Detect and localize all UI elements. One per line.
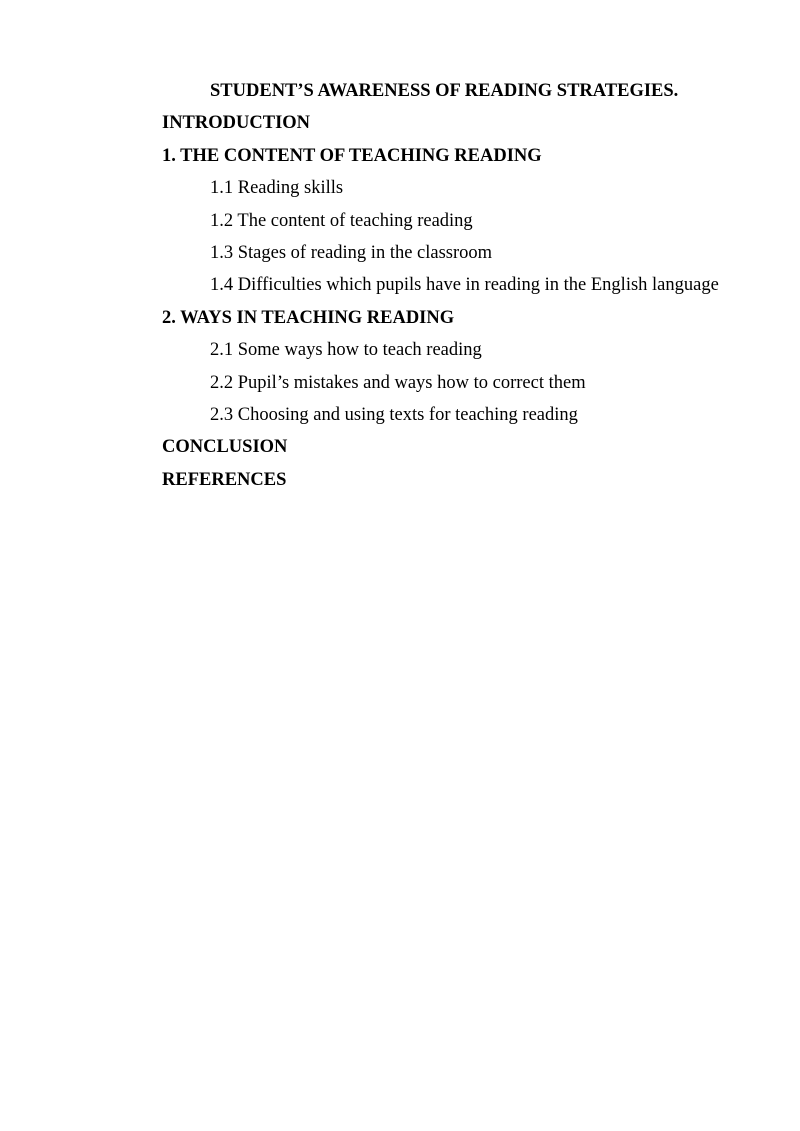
toc-subsection-1-3: 1.3 Stages of reading in the classroom [210,242,493,263]
toc-section-2: 2. WAYS IN TEACHING READING [162,307,455,328]
toc-subsection-1-4: 1.4 Difficulties which pupils have in reading in the English language [210,275,719,296]
toc-subsection-2-2: 2.2 Pupil’s mistakes and ways how to correct them [210,372,586,393]
toc-section-1: 1. THE CONTENT OF TEACHING READING [162,145,542,166]
toc-subsection-2-3: 2.3 Choosing and using texts for teaching reading [210,404,578,425]
toc-subsection-2-1: 2.1 Some ways how to teach reading [210,340,482,361]
table-of-contents [162,75,762,496]
toc-subsection-1-1: 1.1 Reading skills [210,178,344,199]
toc-section-references: REFERENCES [162,469,287,490]
toc-subsection-1-2: 1.2 The content of teaching reading [210,210,473,231]
toc-section-conclusion: CONCLUSION [162,437,288,458]
toc-section-introduction: INTRODUCTION [162,113,311,134]
document-title: STUDENT’S AWARENESS OF READING STRATEGIES. [210,81,679,101]
